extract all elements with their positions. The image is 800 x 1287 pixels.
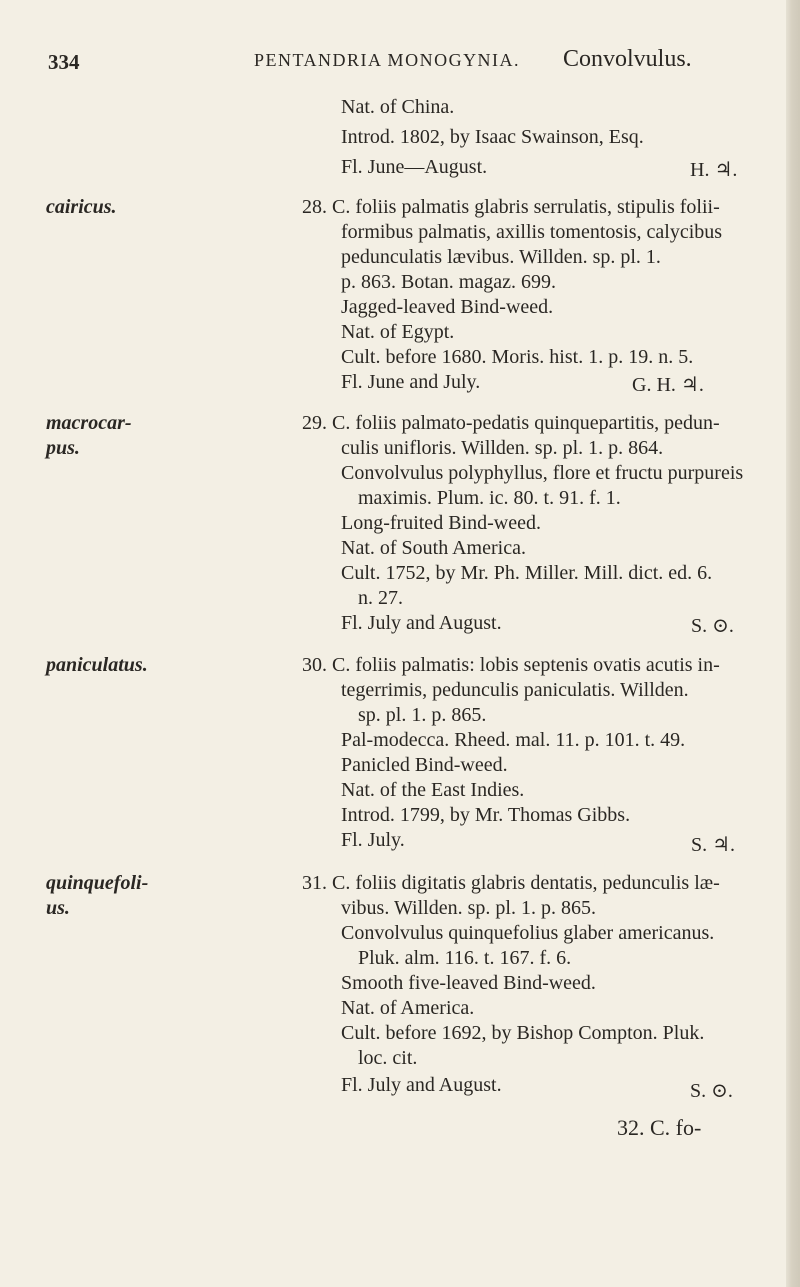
description-line: sp. pl. 1. p. 865. (358, 704, 487, 726)
description-line: vibus. Willden. sp. pl. 1. p. 865. (341, 897, 596, 919)
description-line: 30. C. foliis palmatis: lobis septenis ovatis acutis in- (302, 654, 720, 676)
description-line: tegerrimis, pedunculis paniculatis. Willden. (341, 679, 689, 701)
cult-line: loc. cit. (358, 1047, 418, 1069)
introd-line: Introd. 1802, by Isaac Swainson, Esq. (341, 126, 644, 148)
cult-line: n. 27. (358, 587, 403, 609)
description-line: Convolvulus quinquefolius glaber americanus. (341, 922, 715, 944)
page-header (48, 44, 738, 78)
flowering-line: Fl. July. (341, 829, 405, 851)
description-line: 29. C. foliis palmato-pedatis quinquepartitis, pedun- (302, 412, 720, 434)
description-line: pedunculatis lævibus. Willden. sp. pl. 1. (341, 246, 661, 268)
nat-line: Nat. of South America. (341, 537, 526, 559)
description-line: formibus palmatis, axillis tomentosis, calycibus (341, 221, 723, 243)
habitat-symbol: S. ♃. (691, 834, 736, 856)
cult-line: Cult. before 1692, by Bishop Compton. Pluk. (341, 1022, 705, 1044)
description-line: 28. C. foliis palmatis glabris serrulatis, stipulis folii- (302, 196, 720, 218)
flowering-line: Fl. July and August. (341, 612, 502, 634)
page-edge (786, 0, 800, 1287)
species-margin-name: cairicus. (46, 196, 117, 218)
nat-line: Nat. of the East Indies. (341, 779, 525, 801)
common-name: Smooth five-leaved Bind-weed. (341, 972, 596, 994)
nat-line: Nat. of China. (341, 96, 455, 118)
species-margin-name: pus. (46, 437, 80, 459)
habitat-symbol: H. ♃. (690, 159, 738, 181)
description-line: Convolvulus polyphyllus, flore et fructu purpureis (341, 462, 744, 484)
common-name: Long-fruited Bind-weed. (341, 512, 541, 534)
species-margin-name: us. (46, 897, 70, 919)
description-line: Pluk. alm. 116. t. 167. f. 6. (358, 947, 572, 969)
description-line: culis unifloris. Willden. sp. pl. 1. p. 864. (341, 437, 664, 459)
catchword: 32. C. fo- (617, 1115, 702, 1140)
cult-line: Cult. before 1680. Moris. hist. 1. p. 19. n. 5. (341, 346, 694, 368)
species-margin-name: macrocar- (46, 412, 132, 434)
flowering-line: Fl. June and July. (341, 371, 481, 393)
cult-line: Cult. 1752, by Mr. Ph. Miller. Mill. dict. ed. 6. (341, 562, 713, 584)
flowering-line: Fl. July and August. (341, 1074, 502, 1096)
description-line: 31. C. foliis digitatis glabris dentatis, pedunculis læ- (302, 872, 720, 894)
nat-line: Nat. of Egypt. (341, 321, 455, 343)
common-name: Panicled Bind-weed. (341, 754, 508, 776)
description-line: maximis. Plum. ic. 80. t. 91. f. 1. (358, 487, 621, 509)
flowering-line: Fl. June—August. (341, 156, 488, 178)
habitat-symbol: G. H. ♃. (632, 374, 704, 396)
habitat-symbol: S. ⊙. (691, 615, 734, 637)
description-line: Pal-modecca. Rheed. mal. 11. p. 101. t. 49. (341, 729, 686, 751)
species-margin-name: paniculatus. (46, 654, 148, 676)
introd-line: Introd. 1799, by Mr. Thomas Gibbs. (341, 804, 631, 826)
habitat-symbol: S. ⊙. (690, 1080, 733, 1102)
species-margin-name: quinquefoli- (46, 872, 149, 894)
page-number: 334 (48, 50, 80, 74)
description-line: p. 863. Botan. magaz. 699. (341, 271, 556, 293)
common-name: Jagged-leaved Bind-weed. (341, 296, 554, 318)
genus-title: Convolvulus. (563, 46, 692, 72)
running-title: PENTANDRIA MONOGYNIA. (254, 50, 521, 70)
nat-line: Nat. of America. (341, 997, 475, 1019)
